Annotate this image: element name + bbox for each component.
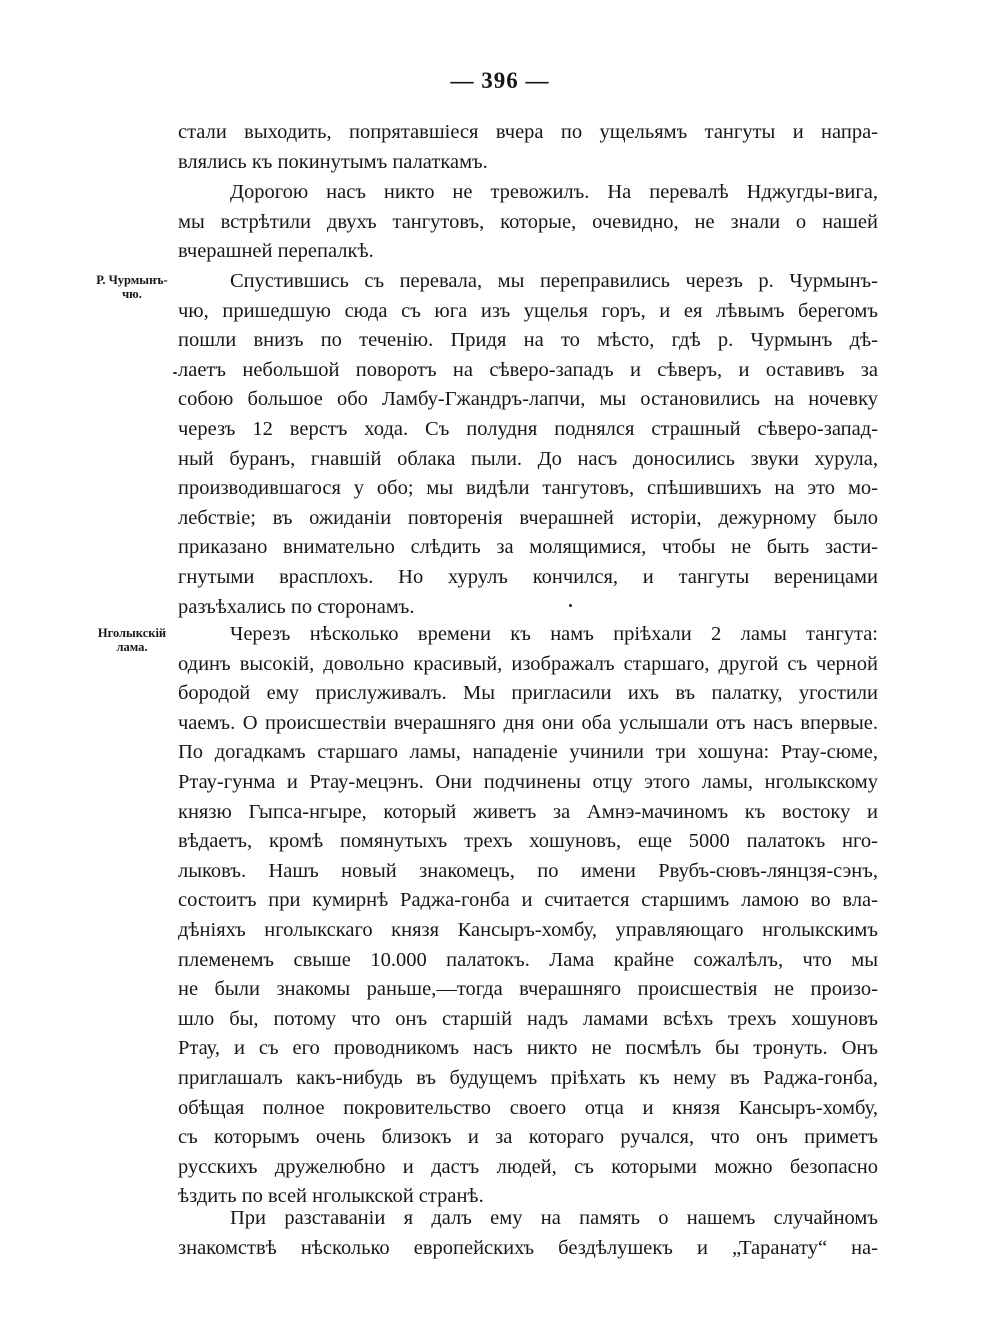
text-line: шло бы, потому что онъ старшій надъ ламами всѣхъ трехъ хошуновъ: [178, 1007, 878, 1030]
text-line: ный буранъ, гнавшій облака пыли. До насъ доносились звуки хурула,: [178, 447, 878, 470]
text-line: лаетъ небольшой поворотъ на сѣверо-западъ и сѣверъ, и оставивъ за: [178, 358, 878, 381]
text-line: чю, пришедшую сюда съ юга изъ ущелья горъ, и ея лѣвымъ берегомъ: [178, 299, 878, 322]
text-line: разъѣхались по сторонамъ.: [178, 595, 415, 618]
paragraph: [178, 118, 878, 177]
text-line: По догадкамъ старшаго ламы, нападеніе учинили три хошуна: Ртау-сюме,: [178, 741, 878, 764]
text-line: племенемъ свыше 10.000 палатокъ. Лама крайне сожалѣлъ, что мы: [178, 948, 878, 971]
text-line: гнутыми врасплохъ. Но хурулъ кончился, и тангуты вереницами: [178, 565, 878, 588]
text-line: бородой ему прислуживалъ. Мы пригласили ихъ въ палатку, угостили: [178, 682, 878, 705]
text-line: не были знакомы раньше,—тогда вчерашняго происшествія не произо-: [178, 978, 878, 1001]
text-line: мы встрѣтили двухъ тангутовъ, которые, очевидно, не знали о нашей: [178, 210, 878, 233]
margin-note-line: чю.: [122, 287, 142, 301]
text-line: лебствіе; въ ожиданіи повторенія вчерашней исторіи, дежурному было: [178, 506, 878, 529]
text-line: ѣздить по всей нголыкской странѣ.: [178, 1185, 484, 1208]
margin-note-line: лама.: [116, 640, 148, 654]
margin-note-line: Нголыкскій: [97, 626, 167, 640]
text-line: состоитъ при кумирнѣ Раджа-гонба и считается старшимъ ламою во вла-: [178, 889, 878, 912]
text-line: Ртау, и съ его проводникомъ насъ никто не посмѣлъ бы тронуть. Онъ: [178, 1037, 878, 1060]
text-line: При разставаніи я далъ ему на память о нашемъ случайномъ: [230, 1207, 878, 1229]
text-line: стали выходить, попрятавшіеся вчера по ущельямъ тангуты и напра-: [178, 121, 878, 143]
text-line: чаемъ. О происшествіи вчерашняго дня они оба услышали отъ насъ впервые.: [178, 711, 878, 734]
text-line: приказано внимательно слѣдить за молящимися, чтобы не быть засти-: [178, 536, 878, 559]
text-line: лыковъ. Нашъ новый знакомецъ, по имени Рвубъ-сювъ-лянцзя-сэнъ,: [178, 859, 878, 882]
paragraph: [178, 267, 878, 622]
text-line: князю Гыпса-нгыре, который живетъ за Амнэ-мачиномъ къ востоку и: [178, 800, 878, 823]
text-line: одинъ высокій, довольно красивый, изображалъ старшаго, другой съ черной: [178, 652, 878, 675]
paragraph: [178, 178, 878, 267]
margin-note-line: Р. Чурмынъ-: [96, 273, 168, 287]
text-line: пошли внизъ по теченію. Придя на то мѣсто, гдѣ р. Чурмынъ дѣ-: [178, 329, 878, 352]
text-line: Дорогою насъ никто не тревожилъ. На перевалѣ Нджугды-вига,: [230, 181, 878, 203]
ink-speck: [569, 604, 572, 607]
text-line: черезъ 12 верстъ хода. Съ полудня поднялся страшный сѣверо-запад-: [178, 417, 878, 440]
text-line: Черезъ нѣсколько времени къ намъ пріѣхали 2 ламы тангута:: [230, 623, 878, 645]
text-line: знакомствѣ нѣсколько европейскихъ бездѣлушекъ и „Таранату“ на-: [178, 1236, 878, 1259]
margin-note-churmyn: [82, 273, 182, 301]
margin-note-ngolyk-lama: [82, 626, 182, 654]
text-line: влялись къ покинутымъ палаткамъ.: [178, 150, 488, 173]
text-line: вчерашней перепалкѣ.: [178, 240, 374, 263]
text-line: собою большое обо Ламбу-Гжандръ-лапчи, мы остановились на ночевку: [178, 388, 878, 411]
page-number: — 396 —: [450, 68, 550, 93]
paragraph: [178, 620, 878, 1212]
text-line: дѣніяхъ нголыкскаго князя Кансыръ-хомбу, управляющаго нголыкскимъ: [178, 918, 878, 941]
text-line: Ртау-гунма и Ртау-мецэнъ. Они подчинены отцу этого ламы, нголыкскому: [178, 770, 878, 793]
text-line: обѣщая полное покровительство своего отца и князя Кансыръ-хомбу,: [178, 1096, 878, 1119]
text-line: русскихъ дружелюбно и дастъ людей, съ которыми можно безопасно: [178, 1155, 878, 1178]
ink-speck: [173, 372, 177, 374]
text-line: съ которымъ очень близокъ и за котораго ручался, что онъ приметъ: [178, 1126, 878, 1149]
text-line: Спустившись съ перевала, мы переправились черезъ р. Чурмынъ-: [230, 270, 878, 292]
paragraph: [178, 1204, 878, 1263]
text-line: производившагося у обо; мы видѣли тангутовъ, спѣшившихъ на это мо-: [178, 477, 878, 500]
text-line: вѣдаетъ, кромѣ помянутыхъ трехъ хошуновъ, еще 5000 палатокъ нго-: [178, 830, 878, 853]
text-line: приглашалъ какъ-нибудь въ будущемъ пріѣхать къ нему въ Раджа-гонба,: [178, 1066, 878, 1089]
